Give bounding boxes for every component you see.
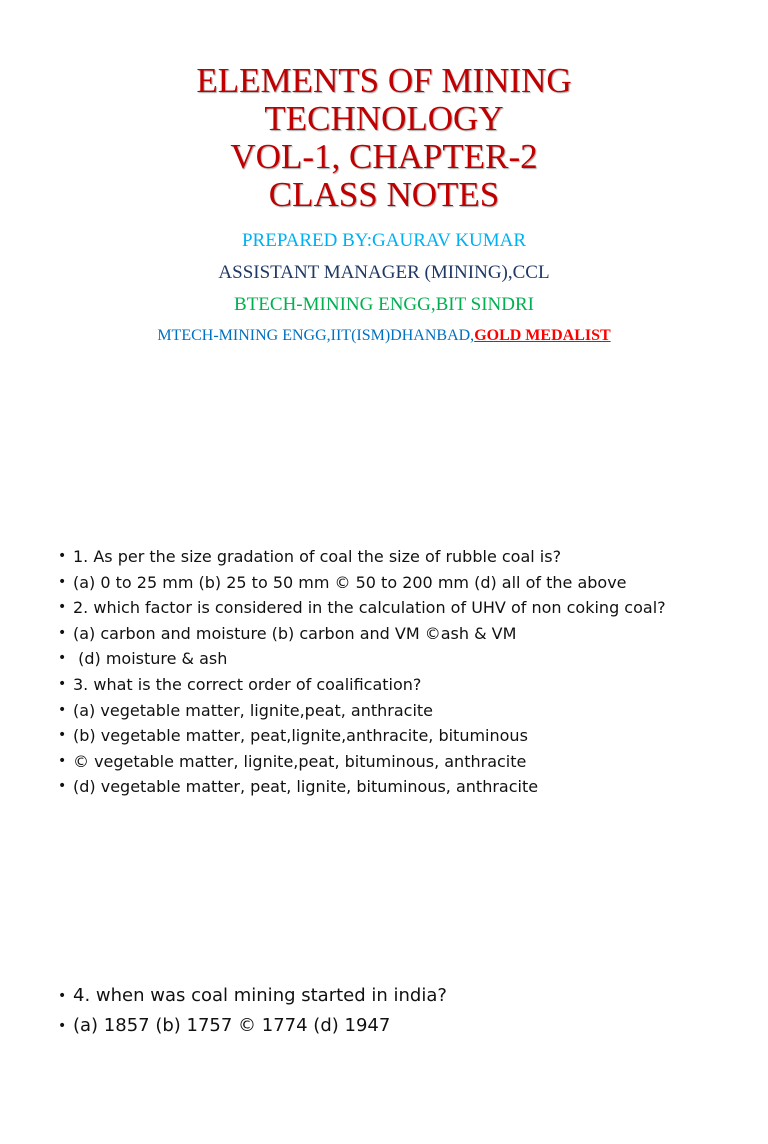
list-item [58,723,666,749]
title-slide [0,0,768,512]
list-item-text: (a) 1857 (b) 1757 © 1774 (d) 1947 [73,1015,391,1036]
bullet-icon: • [58,548,67,564]
mtech-text: MTECH-MINING ENGG,IIT(ISM)DHANBAD, [157,327,475,344]
author-btech: BTECH-MINING ENGG,BIT SINDRI [234,294,534,315]
list-item-text: (a) carbon and moisture (b) carbon and VM ©ash & VM [73,623,517,643]
list-item-text: 2. which factor is considered in the calculation of UHV of non coking coal? [73,598,666,618]
gold-medalist-label: GOLD MEDALIST [474,327,611,344]
title-line: CLASS NOTES [268,175,500,214]
list-item-text: (b) vegetable matter, peat,lignite,anthracite, bituminous [73,726,528,746]
list-item-text: 4. when was coal mining started in india? [73,985,447,1006]
list-item [58,774,666,800]
list-item [58,570,666,596]
list-item [58,698,666,724]
list-item-text: (a) vegetable matter, lignite,peat, anthracite [73,700,434,720]
author-mtech [0,327,768,345]
list-item [58,749,666,775]
list-item [58,672,666,698]
bullet-icon: • [58,701,67,718]
list-item [58,1011,447,1041]
author-designation: ASSISTANT MANAGER (MINING),CCL [218,262,550,283]
bullet-icon: • [58,624,67,641]
list-item-text: (a) 0 to 25 mm (b) 25 to 50 mm © 50 to 200 mm (d) all of the above [73,572,627,592]
questions-slide [0,512,768,944]
bullet-icon: • [58,727,67,744]
list-item [58,544,666,570]
bullet-icon: • [58,599,67,616]
title-line: VOL-1, CHAPTER-2 [230,137,538,176]
title-line: TECHNOLOGY [264,99,504,138]
list-item-text: (d) moisture & ash [73,649,228,669]
bullet-icon: • [58,573,67,590]
bullet-icon: • [58,752,67,769]
list-item [58,621,666,647]
list-item [58,981,447,1011]
bullet-icon: • [58,650,67,667]
list-item-text: 1. As per the size gradation of coal the size of rubble coal is? [73,547,562,566]
prepared-by: PREPARED BY:GAURAV KUMAR [241,230,527,251]
question-list [58,981,447,1041]
bullet-icon: • [58,988,67,1004]
document-title [0,62,768,214]
title-line: ELEMENTS OF MINING [196,61,572,100]
question-list [58,544,666,800]
list-item-text: © vegetable matter, lignite,peat, bituminous, anthracite [73,751,527,771]
bullet-icon: • [58,675,67,692]
list-item [58,595,666,621]
list-item-text: (d) vegetable matter, peat, lignite, bituminous, anthracite [73,777,539,797]
list-item-text: 3. what is the correct order of coalification? [73,674,422,694]
bullet-icon: • [58,778,67,795]
next-questions-slide [0,944,768,1144]
list-item [58,646,666,672]
bullet-icon: • [58,1018,67,1034]
